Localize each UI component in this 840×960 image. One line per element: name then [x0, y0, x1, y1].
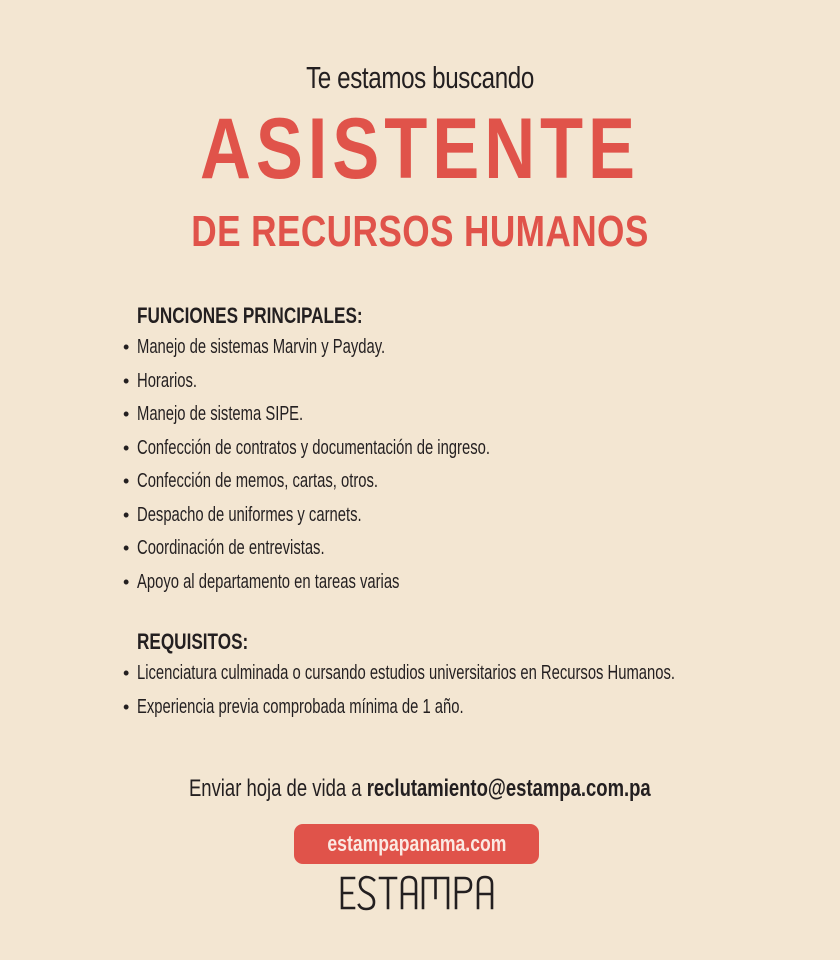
list-item-text: Manejo de sistema SIPE.: [137, 403, 304, 425]
list-item: [120, 532, 840, 566]
bullet-icon: •: [123, 504, 130, 525]
list-item: [120, 465, 840, 499]
job-title: ASISTENTE: [199, 101, 641, 197]
list-item-text: Confección de memos, cartas, otros.: [137, 470, 379, 492]
list-item: [120, 566, 840, 600]
contact-email-link[interactable]: reclutamiento@estampa.com.pa: [366, 775, 651, 802]
website-badge[interactable]: [294, 824, 539, 864]
contact-line: [0, 772, 840, 806]
bullet-icon: •: [123, 538, 130, 558]
list-item: [120, 365, 840, 399]
intro-text: Te estamos buscando: [306, 60, 534, 95]
contact-text: [189, 772, 651, 806]
list-item: [120, 691, 840, 725]
list-item: [120, 398, 840, 432]
job-subtitle: DE RECURSOS HUMANOS: [191, 207, 649, 256]
estampa-logo: [338, 872, 498, 914]
list-item-text: Despacho de uniformes y carnets.: [137, 503, 362, 526]
functions-section: [120, 301, 840, 599]
bullet-icon: •: [123, 663, 130, 683]
list-item: [120, 657, 840, 691]
bullet-icon: •: [123, 337, 130, 357]
contact-prefix: Enviar hoja de vida a: [189, 775, 367, 802]
list-item-text: Experiencia previa comprobada mínima de 1 año.: [137, 695, 464, 718]
requirements-section: [120, 627, 840, 724]
bullet-icon: •: [123, 437, 130, 458]
list-item: [120, 432, 840, 466]
list-item-text: Confección de contratos y documentación de ingreso.: [137, 436, 490, 459]
requirements-list: [120, 657, 840, 724]
requirements-heading: REQUISITOS:: [137, 629, 249, 654]
functions-heading: FUNCIONES PRINCIPALES:: [137, 303, 363, 328]
bullet-icon: •: [123, 696, 130, 717]
list-item: [120, 331, 840, 365]
bullet-icon: •: [123, 571, 130, 592]
bullet-icon: •: [123, 404, 130, 424]
list-item-text: Licenciatura culminada o cursando estudios universitarios en Recursos Humanos.: [137, 662, 676, 684]
list-item-text: Coordinación de entrevistas.: [137, 537, 325, 559]
list-item-text: Apoyo al departamento en tareas varias: [137, 570, 400, 593]
list-item-text: Manejo de sistemas Marvin y Payday.: [137, 336, 386, 358]
website-link[interactable]: estampapanama.com: [326, 831, 506, 856]
list-item-text: Horarios.: [137, 369, 198, 392]
list-item: [120, 499, 840, 533]
bullet-icon: •: [123, 471, 130, 491]
functions-list: [120, 331, 840, 599]
bullet-icon: •: [123, 370, 130, 391]
